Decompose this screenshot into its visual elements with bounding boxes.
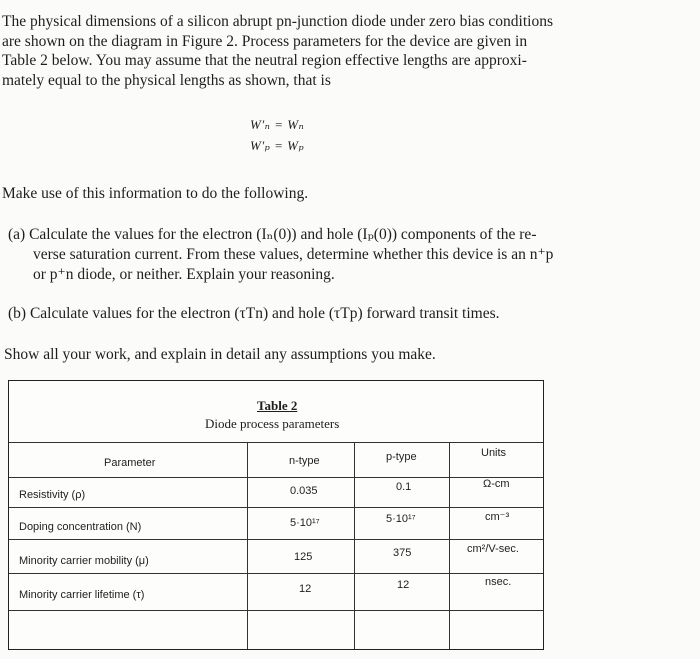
row-doping-label: Doping concentration (N) bbox=[19, 521, 142, 533]
part-b-text: (b) Calculate values for the electron (τTn) and hole (τTp) forward transit times. bbox=[8, 305, 500, 322]
row-resistivity-units: Ω-cm bbox=[483, 478, 510, 490]
header-n-type: n-type bbox=[289, 455, 320, 467]
row-doping-n: 5·10¹⁷ bbox=[290, 517, 320, 529]
row-mobility-label: Minority carrier mobility (μ) bbox=[19, 555, 149, 567]
intro-paragraph bbox=[2, 12, 692, 90]
row-doping-p: 5·10¹⁷ bbox=[386, 513, 416, 525]
row-mobility-n: 125 bbox=[294, 551, 313, 563]
row-resistivity-label: Resistivity (ρ) bbox=[19, 489, 86, 501]
table-title: Table 2 bbox=[257, 398, 298, 413]
part-a-line: (a) Calculate the values for the electron (Iₙ(0)) and hole (Iₚ(0)) components of the re- bbox=[8, 226, 537, 243]
row-lifetime-label: Minority carrier lifetime (τ) bbox=[19, 589, 145, 601]
intro-line: Table 2 below. You may assume that the neutral region effective lengths are approxi- bbox=[2, 52, 527, 69]
part-a-line: or p⁺n diode, or neither. Explain your reasoning. bbox=[33, 266, 335, 283]
equation-wn: W′ₙ = Wₙ bbox=[250, 117, 305, 132]
row-mobility-p: 375 bbox=[393, 547, 412, 559]
header-units: Units bbox=[481, 447, 507, 459]
process-parameters-table bbox=[8, 380, 544, 650]
row-lifetime-p: 12 bbox=[397, 579, 410, 591]
intro-line: The physical dimensions of a silicon abrupt pn-junction diode under zero bias conditions bbox=[2, 13, 553, 30]
row-lifetime-units: nsec. bbox=[485, 576, 512, 588]
row-resistivity-p: 0.1 bbox=[396, 481, 412, 493]
part-a-line: verse saturation current. From these values, determine whether this device is an n⁺p bbox=[33, 246, 554, 263]
row-lifetime-n: 12 bbox=[299, 583, 312, 595]
intro-line: mately equal to the physical lengths as shown, that is bbox=[2, 71, 331, 89]
table-subtitle: Diode process parameters bbox=[205, 416, 340, 431]
intro-line: are shown on the diagram in Figure 2. Process parameters for the device are given in bbox=[2, 32, 528, 50]
header-p-type: p-type bbox=[386, 451, 417, 463]
row-resistivity-n: 0.035 bbox=[290, 485, 318, 497]
row-mobility-units: cm²/V-sec. bbox=[467, 543, 519, 555]
header-parameter: Parameter bbox=[104, 457, 156, 469]
equation-wp: W′ₚ = Wₚ bbox=[250, 138, 305, 153]
row-doping-units: cm⁻³ bbox=[485, 511, 510, 523]
closing-text: Show all your work, and explain in detail any assumptions you make. bbox=[4, 346, 436, 363]
instruction-text: Make use of this information to do the following. bbox=[2, 185, 309, 202]
